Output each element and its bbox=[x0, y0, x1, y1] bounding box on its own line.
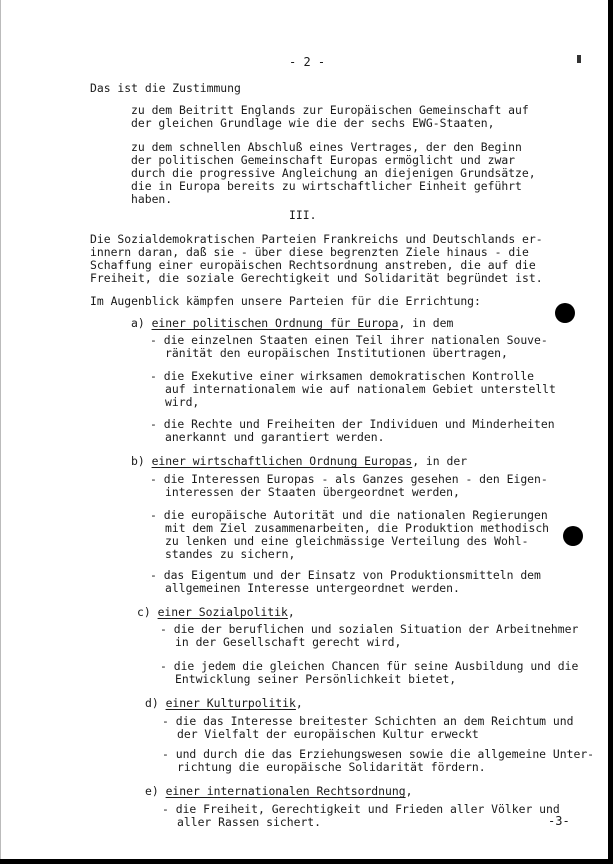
section-item-line: - die der beruflichen und sozialen Situation der Arbeitnehmer bbox=[160, 622, 579, 636]
section-item-line: - die Rechte und Freiheiten der Individuen und Minderheiten bbox=[150, 417, 555, 431]
paragraph-line: Die Sozialdemokratischen Parteien Frankreichs und Deutschlands er- bbox=[90, 232, 543, 246]
section-item-line: - die einzelnen Staaten einen Teil ihrer nationalen Souve- bbox=[150, 333, 548, 347]
page-number: - 2 - bbox=[289, 55, 326, 69]
section-item-line: in der Gesellschaft gerecht wird, bbox=[175, 635, 402, 649]
section-title: b) einer wirtschaftlichen Ordnung Europas, in der bbox=[131, 454, 468, 468]
section-title: e) einer internationalen Rechtsordnung, bbox=[145, 784, 413, 798]
intro-item-line: die in Europa bereits zu wirtschaftlicher Einheit geführt bbox=[131, 179, 522, 193]
scan-border-right bbox=[608, 0, 613, 864]
intro-item-line: zu dem Beitritt Englands zur Europäischen Gemeinschaft auf bbox=[131, 103, 529, 117]
section-item-line: wird, bbox=[165, 395, 200, 409]
punch-hole bbox=[555, 303, 575, 323]
scan-speck bbox=[577, 55, 581, 63]
punch-hole bbox=[563, 526, 583, 546]
scan-edge-left bbox=[0, 0, 1, 864]
section-item-line: zu lenken und eine gleichmässige Verteilung des Wohl- bbox=[165, 534, 529, 548]
section-heading: III. bbox=[289, 208, 317, 222]
section-item-line: - und durch die das Erziehungswesen sowie die allgemeine Unter- bbox=[162, 747, 595, 761]
section-item-line: auf internationalem wie auf nationalem Gebiet unterstellt bbox=[165, 382, 556, 396]
section-item-line: - die Interessen Europas - als Ganzes gesehen - den Eigen- bbox=[150, 472, 548, 486]
section-item-line: Entwicklung seiner Persönlichkeit bietet, bbox=[175, 672, 457, 686]
section-title: d) einer Kulturpolitik, bbox=[145, 696, 303, 710]
section-title: c) einer Sozialpolitik, bbox=[137, 605, 295, 619]
section-item-line: ränität den europäischen Institutionen übertragen, bbox=[165, 346, 508, 360]
paragraph-line: Freiheit, die soziale Gerechtigkeit und Solidarität begründet ist. bbox=[90, 271, 543, 285]
section-item-line: - die Exekutive einer wirksamen demokratischen Kontrolle bbox=[150, 369, 535, 383]
intro-item-line: durch die progressive Angleichung an diejenigen Grundsätze, bbox=[131, 166, 536, 180]
lead-line: Im Augenblick kämpfen unsere Parteien für die Errichtung: bbox=[90, 294, 481, 308]
section-item-line: - das Eigentum und der Einsatz von Produktionsmitteln dem bbox=[150, 568, 541, 582]
section-item-line: - die europäische Autorität und die nationalen Regierungen bbox=[150, 508, 548, 522]
section-item-line: der Vielfalt der europäischen Kultur erweckt bbox=[177, 727, 479, 741]
section-item-line: allgemeinen Interesse untergeordnet werden. bbox=[165, 581, 460, 595]
section-title: a) einer politischen Ordnung für Europa, in dem bbox=[131, 316, 454, 330]
section-item-line: standes zu sichern, bbox=[165, 547, 296, 561]
next-page-marker: -3- bbox=[548, 814, 570, 828]
intro-item-line: haben. bbox=[131, 192, 173, 206]
section-item-line: mit dem Ziel zusammenarbeiten, die Produktion methodisch bbox=[165, 521, 550, 535]
section-item-line: interessen der Staaten übergeordnet werden, bbox=[165, 485, 460, 499]
section-item-line: - die jedem die gleichen Chancen für seine Ausbildung und die bbox=[160, 659, 579, 673]
paragraph-line: Schaffung einer europäischen Rechtsordnung anstreben, die auf die bbox=[90, 258, 536, 272]
section-item-line: anerkannt und garantiert werden. bbox=[165, 430, 385, 444]
section-item-line: - die das Interesse breitester Schichten an dem Reichtum und bbox=[162, 714, 574, 728]
section-item-line: aller Rassen sichert. bbox=[177, 815, 322, 829]
section-item-line: - die Freiheit, Gerechtigkeit und Frieden aller Völker und bbox=[162, 802, 560, 816]
paragraph-line: innern daran, daß sie - über diese begrenzten Ziele hinaus - die bbox=[90, 245, 529, 259]
intro-item-line: der gleichen Grundlage wie die der sechs EWG-Staaten, bbox=[131, 116, 495, 130]
intro-line: Das ist die Zustimmung bbox=[90, 81, 241, 95]
scan-border-bottom bbox=[0, 859, 613, 864]
intro-item-line: zu dem schnellen Abschluß eines Vertrages, der den Beginn bbox=[131, 140, 522, 154]
section-item-line: richtung die europäische Solidarität fördern. bbox=[177, 760, 486, 774]
intro-item-line: der politischen Gemeinschaft Europas ermöglicht und zwar bbox=[131, 153, 516, 167]
